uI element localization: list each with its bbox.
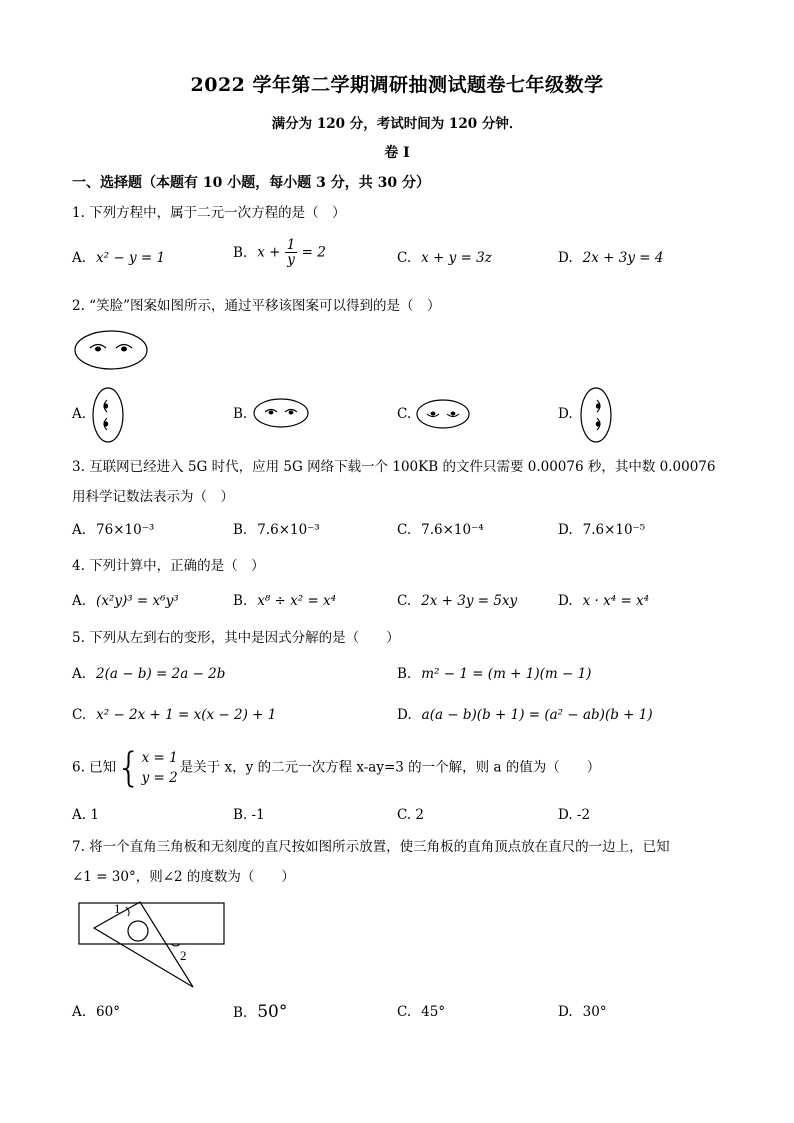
q7-option-b[interactable] (233, 1002, 287, 1022)
option-text: 2x + 3y = 5xy (421, 593, 518, 609)
q5-option-b[interactable] (397, 666, 591, 682)
option-label: D. (397, 707, 412, 723)
ruler-triangle-figure (76, 896, 236, 992)
option-label: A. (72, 666, 87, 682)
q6-option-c[interactable]: C. 2 (397, 807, 425, 823)
option-text: (x²y)³ = x⁶y³ (96, 593, 179, 609)
exam-info: 满分为 120 分，考试时间为 120 分钟． (271, 116, 523, 132)
question-7-stem-line2: ∠1 = 30°，则∠2 的度数为（ ） (72, 869, 295, 885)
option-text: x⁸ ÷ x² = x⁴ (257, 593, 337, 609)
q4-option-c[interactable] (397, 593, 517, 609)
option-text: m² − 1 = (m + 1)(m − 1) (421, 666, 592, 682)
q6-prefix: 6. 已知 (72, 759, 117, 776)
q6-suffix: 是关于 x，y 的二元一次方程 x-ay=3 的一个解，则 a 的值为（ ） (179, 759, 601, 776)
option-label: B. (233, 522, 248, 538)
question-7-stem-line1: 7. 将一个直角三角板和无刻度的直尺按如图所示放置，使三角板的直角顶点放在直尺的一边上，已知 (72, 839, 670, 855)
option-label: B. (233, 1005, 248, 1021)
option-label: D. (558, 250, 573, 266)
q7-option-c[interactable] (397, 1004, 445, 1020)
q6-option-d[interactable]: D. -2 (558, 807, 591, 823)
option-label: A. (72, 593, 87, 609)
q5-option-a[interactable] (72, 666, 225, 682)
option-label: D. (558, 406, 573, 422)
equation-system (116, 744, 180, 791)
option-text: x² − 2x + 1 = x(x − 2) + 1 (96, 707, 277, 723)
option-text-post: = 2 (301, 244, 326, 261)
question-2-stem: 2. “笑脸”图案如图所示，通过平移该图案可以得到的是（ ） (72, 298, 441, 314)
option-text-pre: x + (257, 244, 281, 261)
page-title: 2022 学年第二学期调研抽测试题卷七年级数学 (190, 74, 604, 96)
q3-option-a[interactable] (72, 522, 154, 538)
equation-y: y = 2 (141, 769, 178, 786)
option-text: x² − y = 1 (96, 250, 166, 266)
question-5-stem: 5. 下列从左到右的变形，其中是因式分解的是（ ） (72, 630, 400, 646)
option-label: A. (72, 250, 87, 266)
option-label: B. (397, 666, 412, 682)
option-label: A. (72, 406, 87, 422)
option-label: C. (397, 522, 412, 538)
option-label: C. (72, 707, 87, 723)
volume-label: 卷 I (384, 145, 410, 161)
option-text: x + y = 3z (421, 250, 492, 266)
option-label: C. (397, 593, 412, 609)
q7-option-d[interactable] (558, 1004, 607, 1020)
q5-option-c[interactable] (72, 707, 276, 723)
fraction-denominator: y (287, 252, 295, 268)
q3-option-d[interactable] (558, 522, 645, 538)
option-label: C. (397, 1004, 412, 1020)
option-label: D. (558, 1004, 573, 1020)
q6-option-b[interactable]: B. -1 (233, 807, 265, 823)
smiley-translated-icon (253, 397, 313, 429)
option-text: 76×10⁻³ (96, 522, 155, 538)
q5-option-d[interactable] (397, 707, 653, 723)
option-text: 45° (421, 1004, 446, 1020)
option-text: 2(a − b) = 2a − 2b (96, 666, 226, 682)
option-label: C. (397, 406, 412, 422)
angle-1-label: 1 (114, 901, 121, 916)
option-text: 30° (582, 1004, 607, 1020)
option-text: 7.6×10⁻³ (257, 522, 320, 538)
q4-option-b[interactable] (233, 593, 336, 609)
q2-option-d[interactable] (558, 406, 583, 422)
q4-option-d[interactable] (558, 593, 649, 609)
equation-x: x = 1 (141, 749, 178, 766)
option-text: 60° (96, 1004, 120, 1020)
option-label: B. (233, 593, 248, 609)
option-label: D. (558, 593, 573, 609)
smiley-rotated-left-icon (92, 387, 126, 443)
option-label: B. (233, 406, 248, 422)
option-text: 7.6×10⁻⁵ (582, 522, 646, 538)
triangle-hole (128, 921, 148, 941)
section-heading: 一、选择题（本题有 10 小题，每小题 3 分，共 30 分） (72, 175, 430, 191)
option-label: A. (72, 1004, 87, 1020)
option-text: 50° (257, 1002, 288, 1022)
left-brace-icon: { (116, 744, 142, 791)
option-text: 2x + 3y = 4 (582, 250, 664, 266)
angle-2-label: 2 (180, 948, 187, 963)
option-label: D. (558, 522, 573, 538)
q1-option-d[interactable] (558, 250, 663, 266)
q1-option-c[interactable] (397, 250, 492, 266)
fraction (285, 238, 298, 267)
q1-option-a[interactable] (72, 250, 165, 266)
question-1-stem: 1. 下列方程中，属于二元一次方程的是（ ） (72, 205, 346, 221)
fraction-numerator: 1 (286, 237, 296, 253)
option-label: C. (397, 250, 412, 266)
option-text: x · x⁴ = x⁴ (582, 593, 650, 609)
smiley-rotated-right-icon (580, 387, 614, 443)
question-6-stem (72, 744, 600, 791)
smiley-face-figure (74, 328, 154, 372)
q3-option-b[interactable] (233, 522, 320, 538)
option-text: a(a − b)(b + 1) = (a² − ab)(b + 1) (421, 707, 653, 723)
equation-lines (142, 748, 178, 788)
q7-option-a[interactable] (72, 1004, 120, 1020)
question-3-stem: 3. 互联网已经进入 5G 时代，应用 5G 网络下载一个 100KB 的文件只需要 0.00076 秒，其中数 0.00076 用科学记数法表示为（ ） (72, 459, 716, 505)
q1-option-b[interactable] (233, 238, 326, 267)
option-label: B. (233, 244, 248, 261)
option-label: A. (72, 522, 87, 538)
q6-option-a[interactable]: A. 1 (72, 807, 99, 823)
question-4-stem: 4. 下列计算中，正确的是（ ） (72, 558, 265, 574)
q3-option-c[interactable] (397, 522, 484, 538)
q4-option-a[interactable] (72, 593, 179, 609)
smiley-flipped-icon (416, 398, 472, 430)
option-text: 7.6×10⁻⁴ (421, 522, 484, 538)
